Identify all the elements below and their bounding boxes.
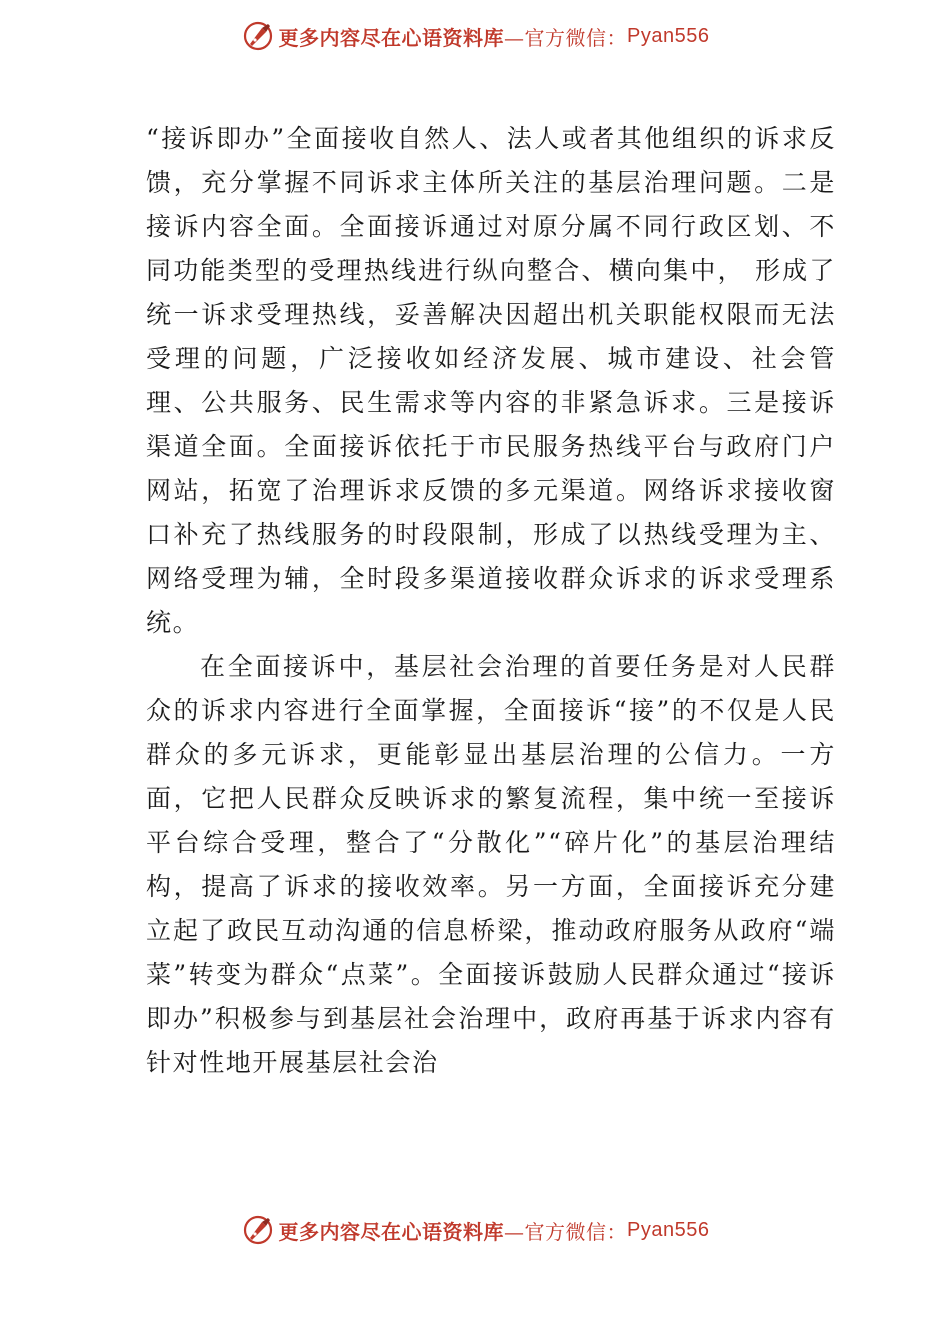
header-banner [0, 16, 950, 56]
pen-nib-logo-icon [241, 1213, 275, 1247]
footer-contact-label: —官方微信： [504, 1219, 628, 1244]
footer-title: 更多内容尽在心语资料库 [278, 1219, 505, 1244]
header-wechat-handle: Pyan556 [627, 24, 710, 47]
pen-nib-logo-icon [241, 19, 275, 53]
body-paragraph-1: “接诉即办”全面接收自然人、法人或者其他组织的诉求反馈，充分掌握不同诉求主体所关注的基层治理问题。二是接诉内容全面。全面接诉通过对原分属不同行政区划、不同功能类型的受理热线进行纵向整合、横向集中， 形成了统一诉求受理热线，妥善解决因超出机关职能权限而无法受理的问题，广泛接收如经济发展、城市建设、社会管理、公共服务、民生需求等内容的非紧急诉求。三是接诉渠道全面。全面接诉依托于市民服务热线平台与政府门户网站，拓宽了治理诉求反馈的多元渠道。网络诉求接收窗口补充了热线服务的时段限制，形成了以热线受理为主、网络受理为辅，全时段多渠道接收群众诉求的诉求受理系统。 [146, 124, 836, 637]
footer-wechat-handle: Pyan556 [627, 1218, 710, 1241]
footer-banner [0, 1210, 950, 1250]
header-contact-label: —官方微信： [504, 25, 628, 50]
body-paragraph-2: 在全面接诉中，基层社会治理的首要任务是对人民群众的诉求内容进行全面掌握，全面接诉“接”的不仅是人民群众的多元诉求，更能彰显出基层治理的公信力。一方面，它把人民群众反映诉求的繁复流程，集中统一至接诉平台综合受理，整合了“分散化”“碎片化”的基层治理结构，提高了诉求的接收效率。另一方面，全面接诉充分建立起了政民互动沟通的信息桥梁，推动政府服务从政府“端菜”转变为群众“点菜”。全面接诉鼓励人民群众通过“接诉即办”积极参与到基层社会治理中，政府再基于诉求内容有针对性地开展基层社会治 [146, 652, 836, 1077]
header-title: 更多内容尽在心语资料库 [278, 25, 505, 50]
document-body [146, 117, 836, 1085]
